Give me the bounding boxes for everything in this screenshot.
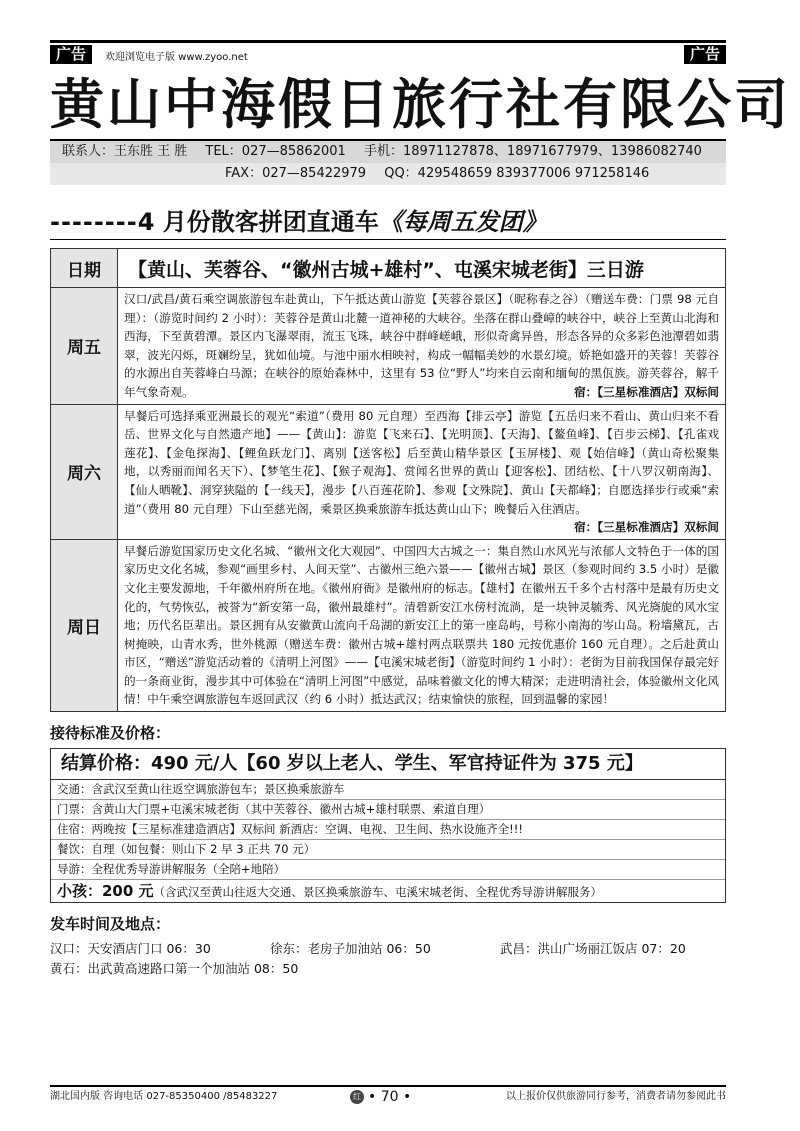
welcome-text: 欢迎浏览电子版 www.zyoo.net: [105, 52, 248, 63]
company-name: 黄山中海假日旅行社有限公司: [50, 72, 791, 136]
pricing-item: 住宿：两晚按【三星标准建造酒店】双标间 新酒店：空调、电视、卫生间、热水设施齐全!!!: [51, 820, 725, 840]
schedule-table: [50, 248, 726, 712]
day-text: 汉口/武昌/黄石乘空调旅游包车赴黄山，下午抵达黄山游览【芙蓉谷景区】（昵称春之谷）（赠送车费：门票 98 元自理）：（游览时间约 2 小时）：芙蓉谷是黄山北麓一道神秘的大峡谷。坐落在群山叠嶂的峡谷中，峡谷上至黄山北海和西海，下至黄碧潭。景区内飞瀑翠雨，流玉飞珠，峡谷中群峰嵯峨，形似奇禽异兽，形态各异的众多彩色池潭碧如翡翠，波光闪烁，斑斓纷呈，犹如仙境。与池中丽水相映衬，构成一幅幅美妙的水景幻境。娇艳如盛开的芙蓉！芙蓉谷的水源出自芙蓉峰白马源；在峡谷的原始森林中，这里有 53 位“野人”均来自云南和缅甸的黑佤族。游芙蓉谷，解千年气象奇观。: [124, 292, 719, 399]
schedule-row: [51, 404, 726, 539]
page: [50, 40, 791, 979]
ad-label-left: 广告: [50, 45, 92, 64]
departure-point: 徐东：老房子加油站 06：50: [270, 941, 431, 957]
settlement-price: 结算价格：490 元/人【60 岁以上老人、学生、军官持证件为 375 元】: [51, 749, 725, 780]
headline-italic: 《每周五发团》: [378, 208, 547, 236]
route-title: 【黄山、芙蓉谷、“徽州古城+雄村”、屯溪宋城老街】三日游: [118, 249, 726, 288]
schedule-row: [51, 539, 726, 711]
page-badge-icon: 红: [350, 1090, 364, 1104]
departure-title: 发车时间及地点：: [50, 915, 171, 934]
child-price: [51, 880, 725, 902]
page-number: • 70 •: [368, 1089, 412, 1105]
day-text: 早餐后游览国家历史文化名城、“徽州文化大观园”、中国四大古城之一：集自然山水风光与浓郁人文特色于一体的国家历史文化名城，参观“画里乡村、人间天堂”、古徽州三绝六景——【徽州古城】景区（参观时间约 3.5 小时）是徽文化主要发源地，千年徽州府所在地。《徽州府衙》是徽州府的标志。【雄村】在徽州五千多个古村落中是最有历史文化的，气势恢弘，被誉为“新安第一岛，徽州最雄村”。清碧新安江水傍村流淌，是一块钟灵毓秀、风光旖旎的风水宝地；历代名臣辈出。景区拥有从安徽黄山流向千岛湖的新安江上的第一座岛屿，号称小南海的岑山岛。粉墙黛瓦，古树掩映，山青水秀，世外桃源（赠送车费：徽州古城+雄村两点联票共 180 元按优惠价 160 元自理）。之后赴黄山市区，“赠送”游览活动着的《清明上河图》——【屯溪宋城老街】（游览时间约 1 小时）：老街为目前我国保存最完好的一条商业街，漫步其中可体验在“清明上河图”中感觉，品味着徽文化的博大精深；走进明清社会，体验徽州文化风情！中午乘空调旅游包车返回武汉（约 6 小时）抵达武汉；结束愉快的旅程，回到温馨的家园！: [124, 543, 719, 707]
pricing-box: [50, 748, 726, 903]
day-hotel: 宿：【三星标准酒店】双标间: [574, 520, 719, 535]
child-price-note: （含武汉至黄山往返大交通、景区换乘旅游车、屯溪宋城老街、全程优秀导游讲解服务）: [153, 885, 603, 900]
schedule-header-row: [51, 249, 726, 288]
ad-label-right: 广告: [684, 45, 726, 64]
headline-dashes: --------: [50, 208, 138, 236]
day-label: 周五: [51, 288, 118, 405]
pricing-item: 门票：含黄山大门票+屯溪宋城老街（其中芙蓉谷、徽州古城+雄村联票、索道自理）: [51, 800, 725, 820]
departure-point: 黄石：出武黄高速路口第一个加油站 08：50: [50, 961, 299, 977]
headline: [50, 205, 726, 240]
footer-right: 以上报价仅供旅游同行参考，消费者请勿参阅此书: [506, 1091, 726, 1102]
pricing-item: 餐饮：自理（如包餐：则山下 2 早 3 正共 70 元）: [51, 840, 725, 860]
day-label: 周六: [51, 404, 118, 539]
schedule-row: [51, 288, 726, 405]
day-description: [118, 404, 726, 539]
contact-mobile: 手机：18971127878、18971677979、13986082740: [363, 144, 702, 159]
footer-left: 湖北国内版 咨询电话 027-85350400 /85483227: [50, 1091, 278, 1102]
pricing-title: 接待标准及价格：: [50, 724, 171, 743]
contact-fax: FAX：027—85422979: [225, 166, 367, 181]
departure-point: 汉口：天安酒店门口 06：30: [50, 941, 211, 957]
headline-text: 4 月份散客拼团直通车: [137, 208, 379, 236]
child-price-label: 小孩：200 元: [57, 882, 154, 901]
top-bar: [50, 40, 726, 65]
day-description: [118, 288, 726, 405]
day-label: 周日: [51, 539, 118, 711]
contact-person: 联系人：王东胜 王 胜: [62, 144, 188, 159]
contact-box: [50, 139, 726, 185]
pricing-item: 交通：含武汉至黄山往返空调旅游包车；景区换乘旅游车: [51, 780, 725, 800]
day-description: [118, 539, 726, 711]
pricing-item: 导游：全程优秀导游讲解服务（全陪+地陪）: [51, 860, 725, 880]
date-header: 日期: [51, 249, 118, 288]
page-number-block: [350, 1087, 411, 1107]
footer: [50, 1085, 726, 1107]
day-text: 早餐后可选择乘亚洲最长的观光“索道”（费用 80 元自理）至西海【排云亭】游览【五岳归来不看山、黄山归来不看岳、世界文化与自然遗产地】——【黄山】：游览【飞来石】、【光明顶】、【天海】、【鳌鱼峰】、【百步云梯】、【孔雀戏莲花】、【金龟探海】、【鲤鱼跃龙门】、离别【送客松】后至黄山精华景区【玉屏楼】、观【始信峰】（黄山奇松聚集地，以秀丽而闻名天下）、【梦笔生花】、【猴子观海】、赏闻名世界的黄山【迎客松】、团结松、【十八罗汉朝南海】、【仙人晒靴】、洞穿狭隘的【一线天】，漫步【八百莲花阶】、参观【文殊院】、黄山【天都峰】；自愿选择步行或乘“索道”（费用 80 元自理）下山至慈光阁，乘景区换乘旅游车抵达黄山山下；晚餐后入住酒店。: [124, 408, 719, 516]
day-hotel: 宿：【三星标准酒店】双标间: [574, 384, 719, 399]
departure-point: 武昌：洪山广场丽江饭店 07：20: [500, 941, 686, 957]
contact-tel: TEL：027—85862001: [205, 144, 346, 159]
departure-list: [50, 939, 726, 979]
contact-qq: QQ：429548659 839377006 971258146: [384, 166, 650, 181]
